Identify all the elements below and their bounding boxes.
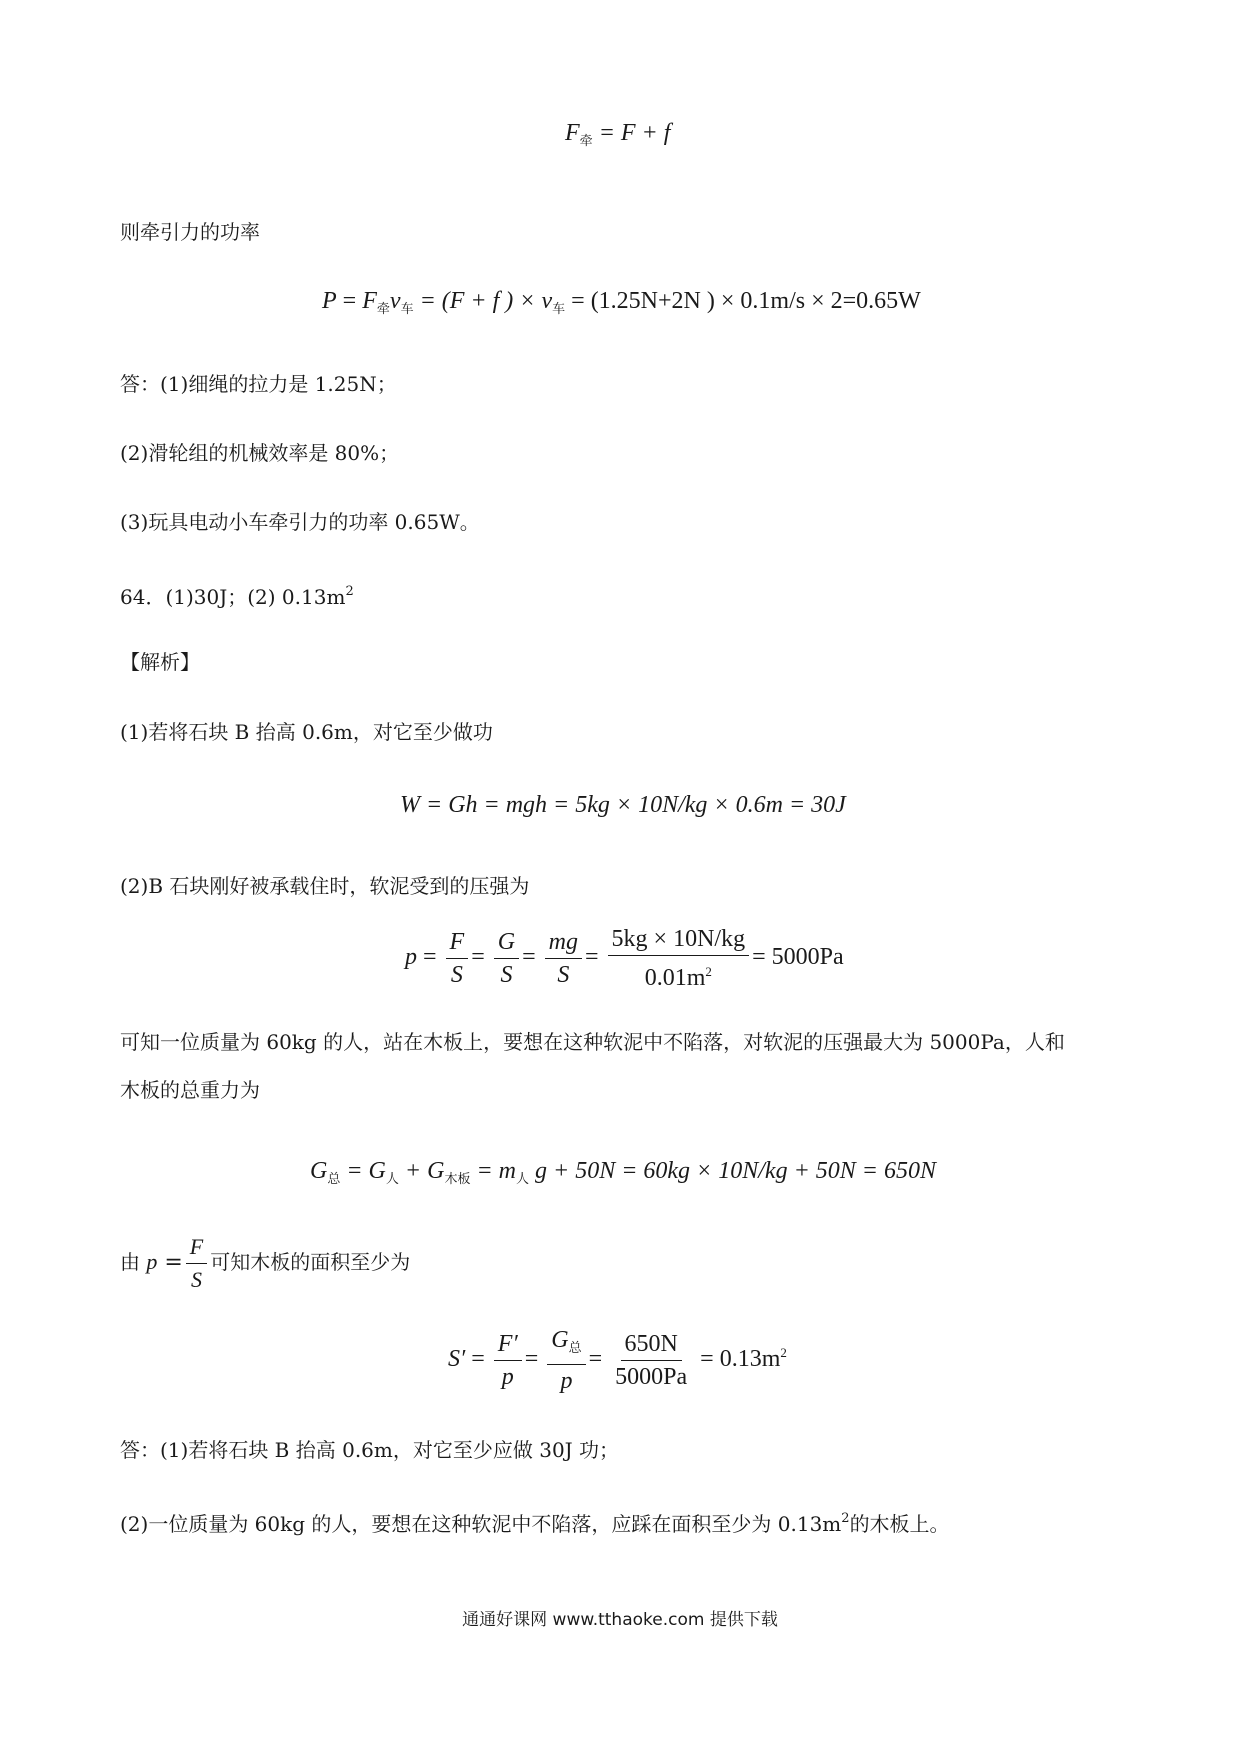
eq2-term: P xyxy=(322,288,337,314)
answer-line: 答：(1)细绳的拉力是 1.25N； xyxy=(120,372,397,396)
answer-line: (2)滑轮组的机械效率是 80%； xyxy=(120,441,400,465)
eq1-rhs: = F + f xyxy=(592,120,671,146)
numerator: F xyxy=(446,927,469,959)
denominator-text: 0.01m xyxy=(644,965,706,991)
denominator: S xyxy=(191,1267,203,1292)
eq5-term: = m xyxy=(470,1158,516,1184)
denominator: S xyxy=(450,962,463,988)
page-footer: 通通好课网 www.tthaoke.com 提供下载 xyxy=(462,1610,778,1630)
eq5-sub: 人 xyxy=(515,1171,529,1186)
eq4-result: 5000Pa xyxy=(771,944,844,971)
eq2-term: = (F + f ) × v xyxy=(413,288,553,314)
fraction xyxy=(611,1329,691,1392)
fraction xyxy=(446,927,469,990)
equation-pressure: p = $\frac{F}{S}$ = $\frac{G}{S}$ = $\frac{mg}{S}$ = $\frac{5kg \times 10N/kg}{0.01m^2}$ = 5000Pa xyxy=(405,926,844,991)
eq5-sub: 总 xyxy=(327,1171,341,1186)
text-line: (1)若将石块 B 抬高 0.6m，对它至少做功 xyxy=(120,720,493,744)
answer-line: 答：(1)若将石块 B 抬高 0.6m，对它至少应做 30J 功； xyxy=(120,1438,620,1462)
answer-text: (2)一位质量为 60kg 的人，要想在这种软泥中不陷落，应踩在面积至少为 0.13m xyxy=(120,1512,842,1536)
denominator: S xyxy=(557,962,570,988)
numerator: G xyxy=(494,927,519,959)
fraction xyxy=(608,924,750,993)
numerator: F′ xyxy=(494,1329,522,1361)
equation-traction-force xyxy=(565,120,670,149)
text-line: 可知一位质量为 60kg 的人，站在木板上，要想在这种软泥中不陷落，对软泥的压强最大为 5000Pa，人和 xyxy=(120,1030,1065,1054)
eq2-sub: 车 xyxy=(400,301,414,316)
answer-text: 的木板上。 xyxy=(849,1512,950,1536)
answer-line xyxy=(120,1505,950,1538)
eq4-lhs: p xyxy=(405,944,417,971)
text-line: (2)B 石块刚好被承载住时，软泥受到的压强为 xyxy=(120,874,530,898)
equation-traction-power xyxy=(322,288,921,317)
equation-work: W = Gh = mgh = 5kg × 10N/kg × 0.6m = 30J xyxy=(400,792,846,818)
eq7-result-sup: 2 xyxy=(780,1345,787,1361)
numerator-sub: 总 xyxy=(568,1340,582,1355)
eq5-term: G xyxy=(310,1158,328,1184)
text-prefix: 由 xyxy=(120,1250,140,1274)
numerator: 650N xyxy=(621,1329,682,1361)
analysis-heading: 【解析】 xyxy=(120,650,200,674)
eq5-sub: 木板 xyxy=(444,1171,471,1186)
question-answer-line xyxy=(120,578,354,611)
text-line-with-formula: 由 p = $\frac{F}{S}$ 可知木板的面积至少为 xyxy=(120,1232,410,1295)
eq7-lhs: S′ xyxy=(448,1346,466,1373)
answer-line: (3)玩具电动小车牵引力的功率 0.65W。 xyxy=(120,510,480,534)
denominator: p xyxy=(560,1368,573,1394)
numerator xyxy=(547,1325,585,1365)
q64-answer: 64．(1)30J；(2) 0.13m xyxy=(120,585,346,609)
denominator-sup: 2 xyxy=(705,964,712,979)
numerator: 5kg × 10N/kg xyxy=(608,924,750,956)
eq2-term: = (1.25N+2N ) × 0.1m/s × 2=0.65W xyxy=(565,288,921,314)
denominator: 5000Pa xyxy=(615,1364,688,1390)
text-line: 木板的总重力为 xyxy=(120,1078,260,1102)
eq6-lhs: p xyxy=(146,1249,158,1274)
eq1-lhs-sub: 牵 xyxy=(579,133,593,148)
numerator: mg xyxy=(545,927,582,959)
eq1-lhs: F xyxy=(565,120,580,146)
eq5-sub: 人 xyxy=(385,1171,399,1186)
fraction xyxy=(186,1232,207,1295)
eq2-sub: 牵 xyxy=(376,301,390,316)
eq5-term: + G xyxy=(398,1158,445,1184)
fraction xyxy=(494,1329,522,1392)
equation-area: S′ = $\frac{F'}{p}$ = $\frac{G_总}{p}$ = $\frac{650N}{5000Pa}$ = $0.13m^2$ xyxy=(448,1327,787,1394)
numerator: F xyxy=(186,1232,207,1264)
eq2-term: = xyxy=(336,288,363,314)
eq2-term: v xyxy=(389,288,401,314)
numerator-text: G xyxy=(551,1327,569,1353)
text-line: 则牵引力的功率 xyxy=(120,220,260,244)
denominator: p xyxy=(501,1364,514,1390)
fraction xyxy=(494,927,519,990)
fraction xyxy=(545,927,582,990)
eq7-result: = 0.13m xyxy=(694,1346,781,1373)
fraction xyxy=(547,1325,585,1396)
text-suffix: 可知木板的面积至少为 xyxy=(210,1250,411,1274)
denominator xyxy=(641,956,716,993)
eq2-term: F xyxy=(362,288,377,314)
eq2-sub: 车 xyxy=(552,301,566,316)
denominator: S xyxy=(500,962,513,988)
q64-sup: 2 xyxy=(345,584,354,599)
eq5-term: = G xyxy=(340,1158,386,1184)
eq5-term: g + 50N = 60kg × 10N/kg + 50N = 650N xyxy=(529,1158,936,1184)
answer-sup: 2 xyxy=(841,1511,850,1526)
equation-total-weight xyxy=(310,1158,936,1187)
